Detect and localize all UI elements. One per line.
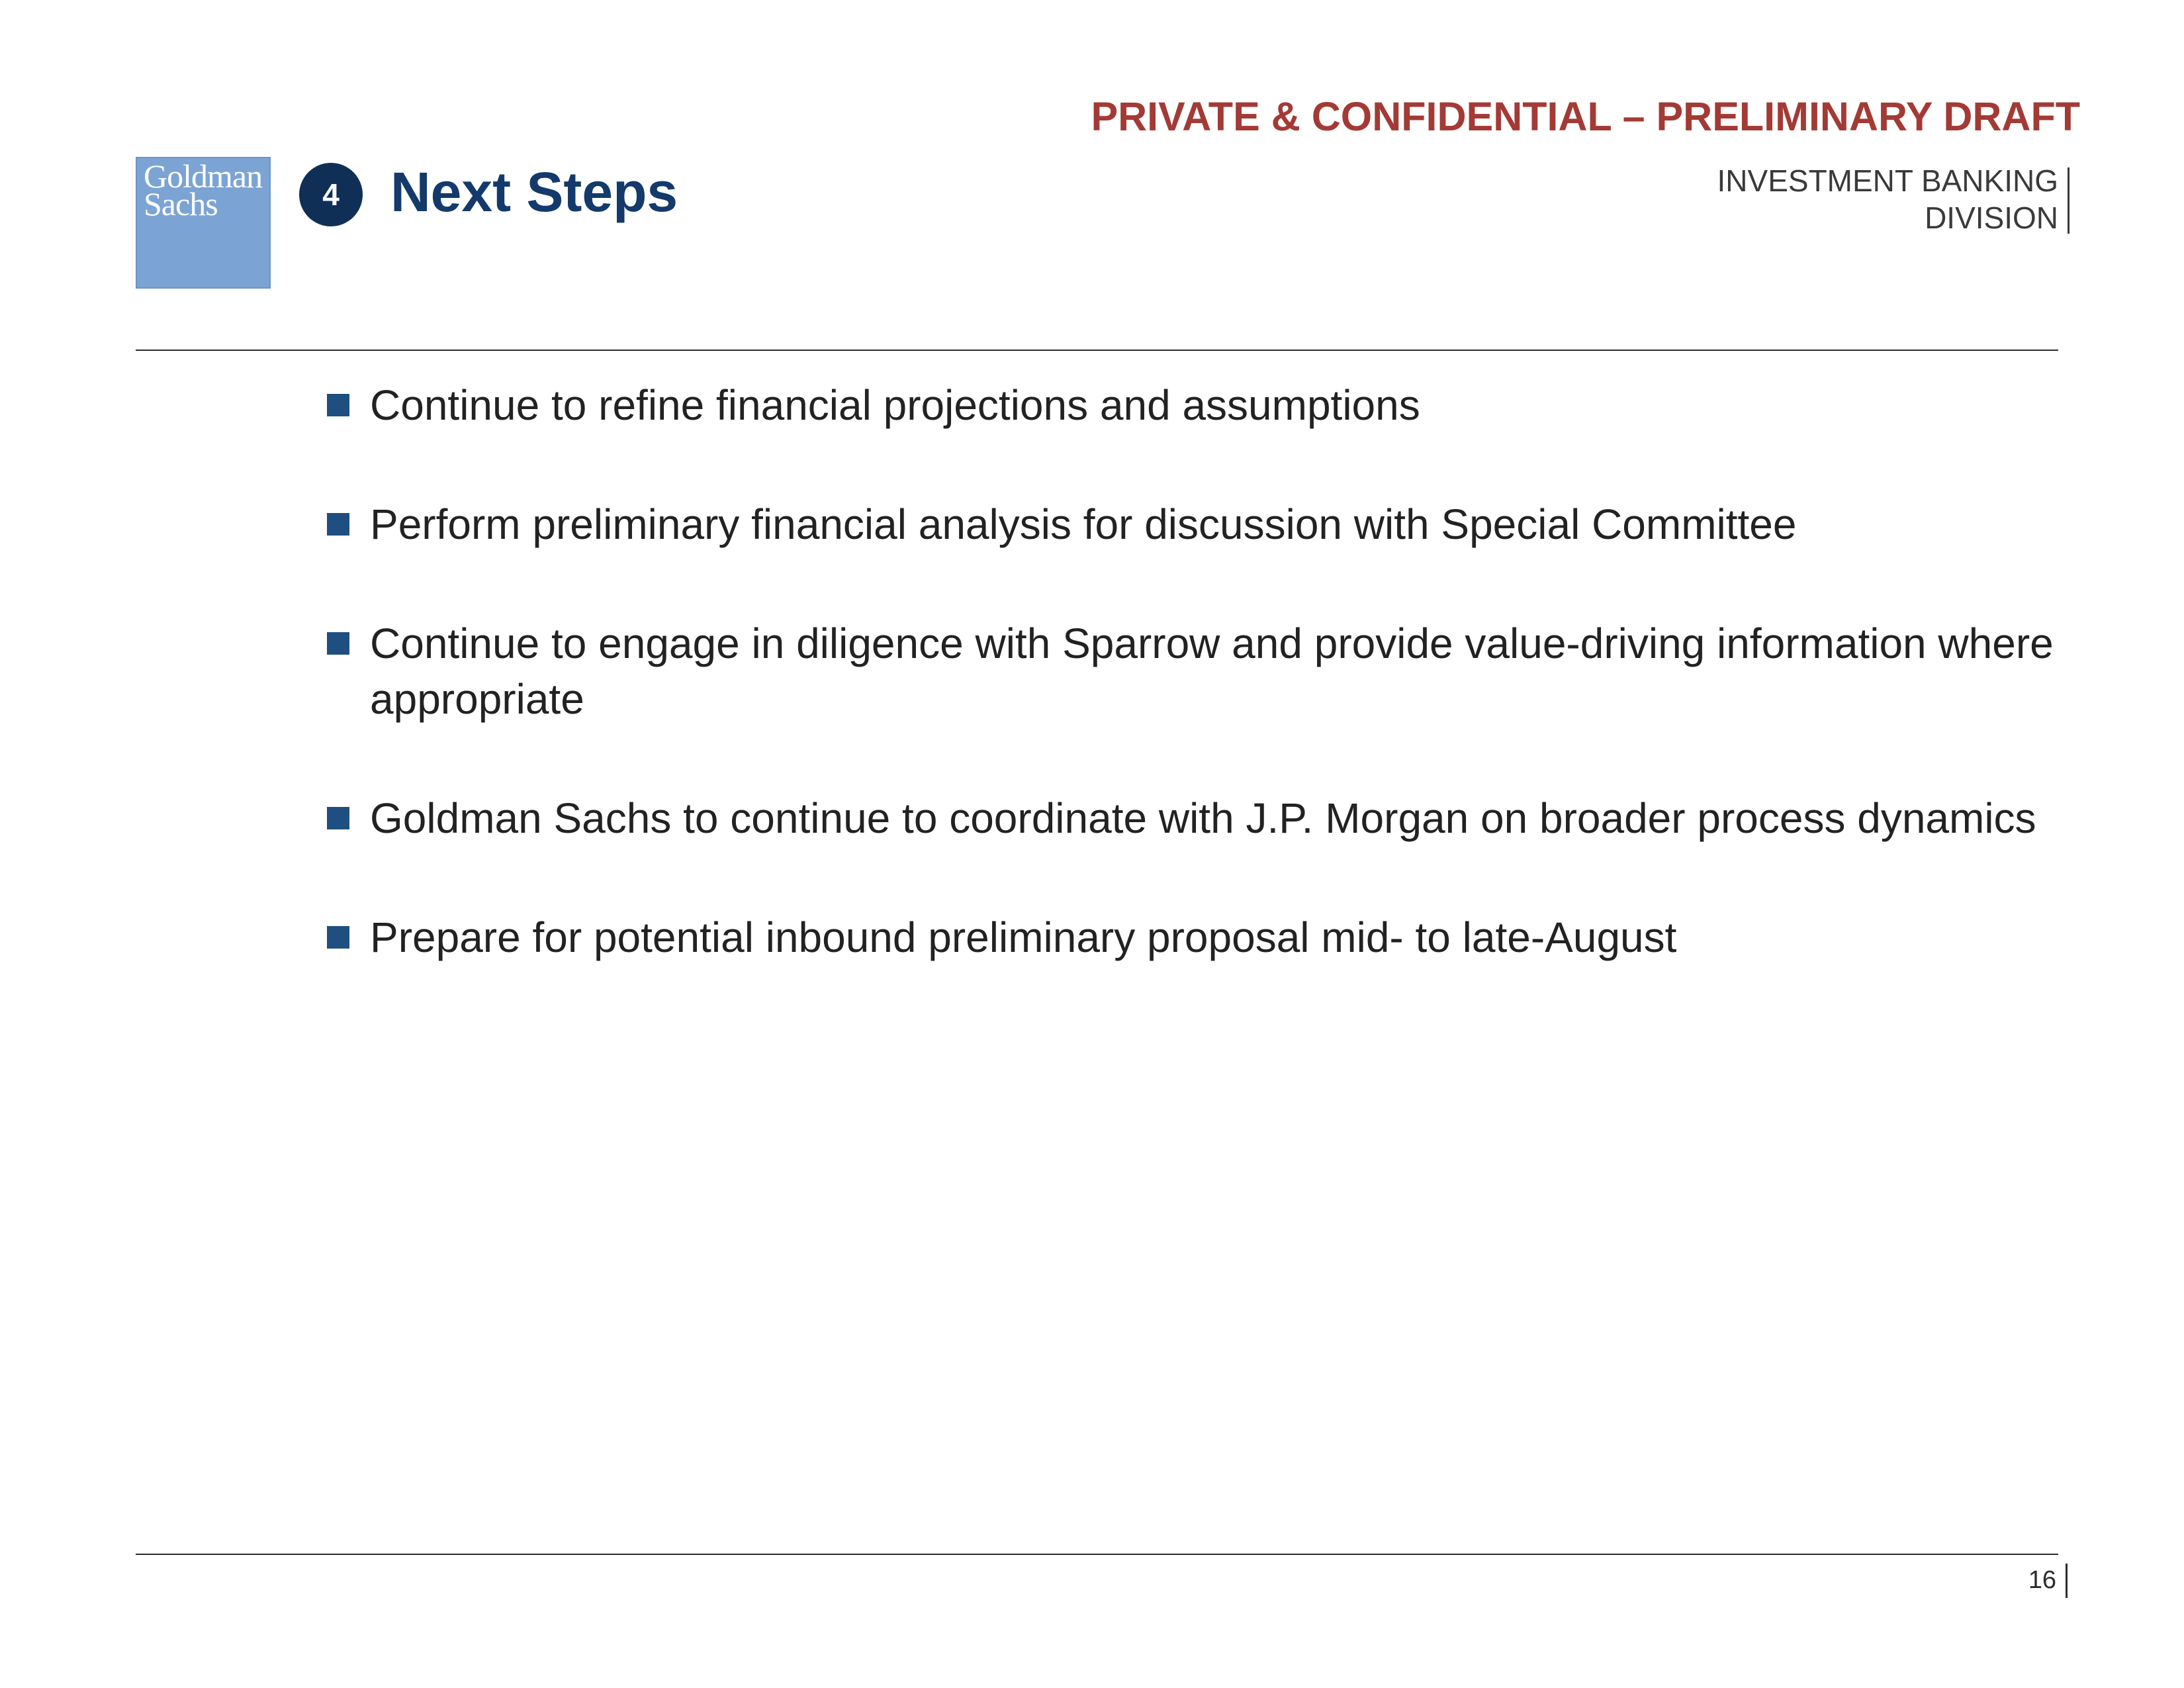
bullet-square-icon bbox=[327, 513, 349, 536]
list-item-text: Perform preliminary financial analysis for discussion with Special Committee bbox=[370, 500, 1797, 548]
division-line-1: INVESTMENT BANKING bbox=[1717, 164, 2058, 198]
next-steps-list bbox=[327, 377, 2081, 1029]
header-rule bbox=[136, 350, 2058, 351]
footer-rule bbox=[136, 1554, 2058, 1555]
list-item bbox=[327, 496, 2081, 552]
list-item bbox=[327, 616, 2081, 727]
list-item bbox=[327, 377, 2081, 433]
list-item bbox=[327, 910, 2081, 965]
bullet-square-icon bbox=[327, 394, 349, 416]
page-number: 16 bbox=[2028, 1566, 2056, 1594]
bullet-square-icon bbox=[327, 632, 349, 655]
list-item-text: Goldman Sachs to continue to coordinate with J.P. Morgan on broader process dynamics bbox=[370, 794, 2036, 842]
bullet-square-icon bbox=[327, 926, 349, 949]
goldman-sachs-logo bbox=[136, 157, 271, 289]
list-item bbox=[327, 790, 2081, 846]
list-item-text: Continue to engage in diligence with Sparrow and provide value-driving information where appropriate bbox=[370, 620, 2054, 723]
logo-text: Goldman Sachs bbox=[144, 158, 263, 222]
division-line-2: DIVISION bbox=[1925, 201, 2058, 235]
division-label bbox=[1717, 162, 2058, 236]
page-title: Next Steps bbox=[390, 161, 678, 223]
list-item-text: Prepare for potential inbound preliminary proposal mid- to late-August bbox=[370, 914, 1677, 961]
confidential-label: PRIVATE & CONFIDENTIAL – PRELIMINARY DRAFT bbox=[1091, 94, 2080, 139]
division-divider bbox=[2068, 167, 2070, 234]
page-number-divider bbox=[2066, 1564, 2068, 1598]
section-number-badge: 4 bbox=[299, 163, 363, 226]
bullet-square-icon bbox=[327, 807, 349, 829]
list-item-text: Continue to refine financial projections and assumptions bbox=[370, 381, 1420, 429]
